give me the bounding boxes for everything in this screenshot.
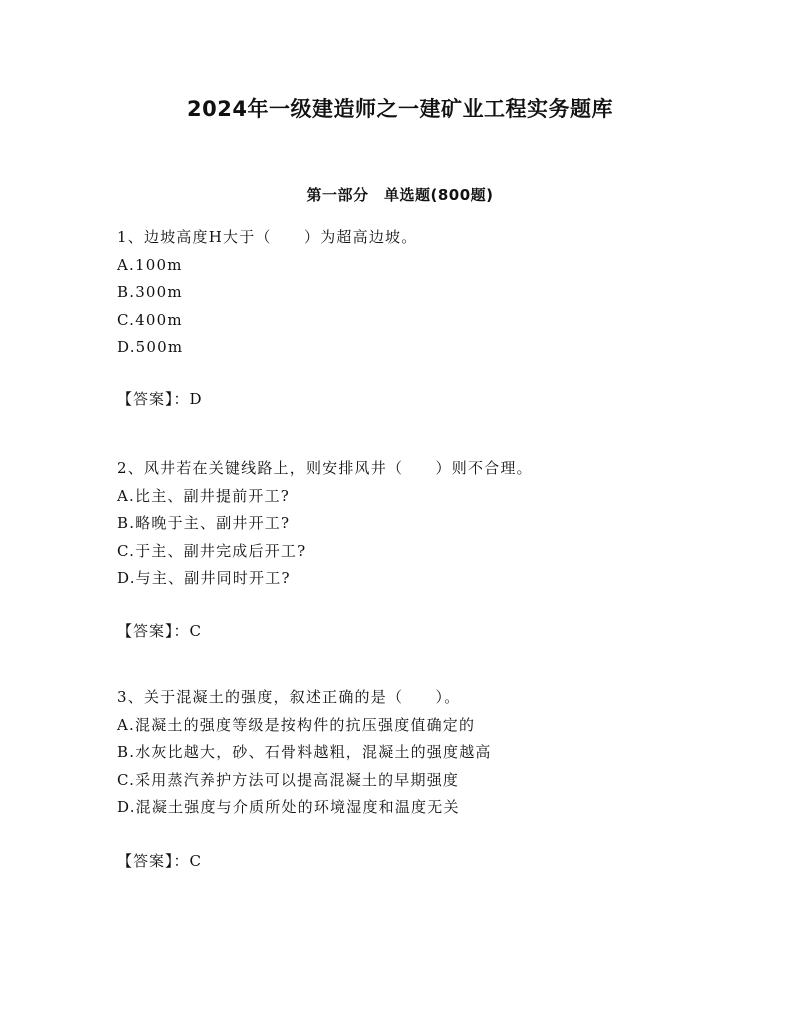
option-a: A.混凝土的强度等级是按构件的抗压强度值确定的 — [117, 715, 476, 734]
option-d: D.混凝土强度与介质所处的环境湿度和温度无关 — [117, 798, 460, 816]
answer-2: 【答案】：C — [117, 622, 202, 640]
question-3 — [117, 684, 717, 822]
option-b: B.略晚于主、副井开工? — [117, 514, 291, 532]
question-1 — [117, 224, 717, 362]
option-d: D.与主、副井同时开工? — [117, 569, 291, 587]
question-2 — [117, 455, 717, 593]
option-c: C.400m — [117, 310, 183, 329]
option-a: A.100m — [117, 255, 183, 274]
option-b: B.水灰比越大，砂、石骨料越粗，混凝土的强度越高 — [117, 743, 492, 761]
option-b: B.300m — [117, 283, 183, 301]
option-d: D.500m — [117, 338, 184, 356]
question-stem: 2、风井若在关键线路上，则安排风井（ ）则不合理。 — [117, 459, 533, 477]
answer-3: 【答案】：C — [117, 852, 202, 870]
answer-1: 【答案】：D — [117, 390, 203, 408]
question-stem: 3、关于混凝土的强度，叙述正确的是（ ）。 — [117, 688, 461, 706]
section-title: 第一部分 单选题(800题) — [306, 186, 494, 204]
option-c: C.于主、副井完成后开工? — [117, 541, 307, 560]
question-stem: 1、边坡高度H大于（ ）为超高边坡。 — [117, 228, 418, 246]
option-c: C.采用蒸汽养护方法可以提高混凝土的早期强度 — [117, 770, 460, 789]
option-a: A.比主、副井提前开工? — [117, 486, 291, 505]
document-title: 2024年一级建造师之一建矿业工程实务题库 — [187, 97, 613, 121]
